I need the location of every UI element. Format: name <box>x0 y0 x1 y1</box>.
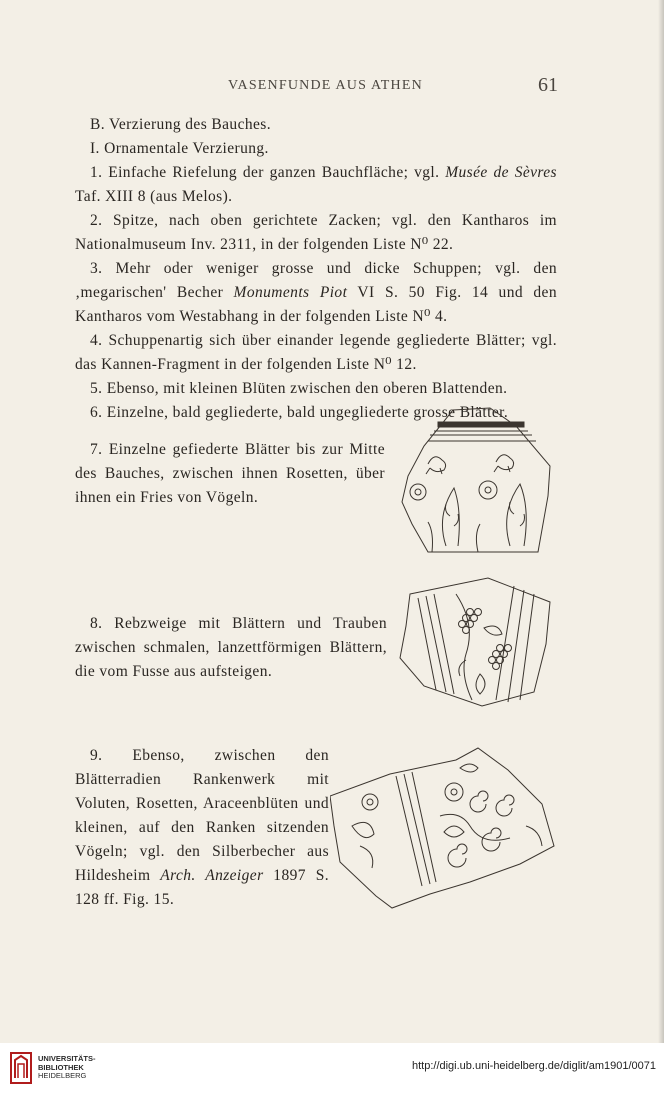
library-logo-icon <box>10 1052 32 1084</box>
item-1: 1. Einfache Riefelung der ganzen Bauchfläche; vgl. Musée de Sèvres Taf. XIII 8 (aus Melos). <box>75 164 557 205</box>
section-heading-b: B. Verzierung des Bauches. <box>90 116 271 133</box>
section-heading-i: I. Ornamentale Verzierung. <box>90 140 269 157</box>
library-name: UNIVERSITÄTS- BIBLIOTHEK HEIDELBERG <box>38 1054 96 1080</box>
running-title: VASENFUNDE AUS ATHEN <box>228 78 423 93</box>
page-edge-shadow <box>658 0 664 1043</box>
item-9: 9. Ebenso, zwischen den Blätterradien Rankenwerk mit Voluten, Rosetten, Araceenblüten und kleinen, auf den Ranken sitzenden Vögeln; vgl. den Silberbecher aus Hildesheim Arch. Anzeiger 1897 S. 128 ff. Fig. 15. <box>75 747 329 908</box>
fragment-9-illustration <box>330 746 556 912</box>
item-5: 5. Ebenso, mit kleinen Blüten zwischen den oberen Blattenden. <box>90 380 508 397</box>
footer-bar <box>0 1043 664 1093</box>
item-2: 2. Spitze, nach oben gerichtete Zacken; vgl. den Kantharos im Nationalmuseum Inv. 2311, in der folgenden Liste N⁰ 22. <box>75 212 557 253</box>
page-header <box>88 76 558 100</box>
fragment-8-illustration <box>396 574 558 710</box>
item-3: 3. Mehr oder weniger grosse und dicke Schuppen; vgl. den ‚megarischen' Becher Monuments Piot VI S. 50 Fig. 14 und den Kantharos vom Westabhang in der folgenden Liste N⁰ 4. <box>75 260 557 325</box>
fragment-7-illustration <box>398 406 560 554</box>
page-number: 61 <box>538 74 558 96</box>
item-8: 8. Rebzweige mit Blättern und Trauben zwischen schmalen, lanzettförmigen Blättern, die vom Fusse aus aufsteigen. <box>75 615 387 680</box>
item-4: 4. Schuppenartig sich über einander legende gegliederte Blätter; vgl. das Kannen-Fragment in der folgenden Liste N⁰ 12. <box>75 332 557 373</box>
main-text <box>75 113 557 425</box>
source-url[interactable]: http://digi.ub.uni-heidelberg.de/diglit/am1901/0071 <box>411 1060 656 1072</box>
item-6: 6. Einzelne, bald gegliederte, bald ungegliederte grosse Blätter. <box>90 404 509 421</box>
item-7: 7. Einzelne gefiederte Blätter bis zur Mitte des Bauches, zwischen ihnen Rosetten, über ihnen ein Fries von Vögeln. <box>75 441 385 506</box>
